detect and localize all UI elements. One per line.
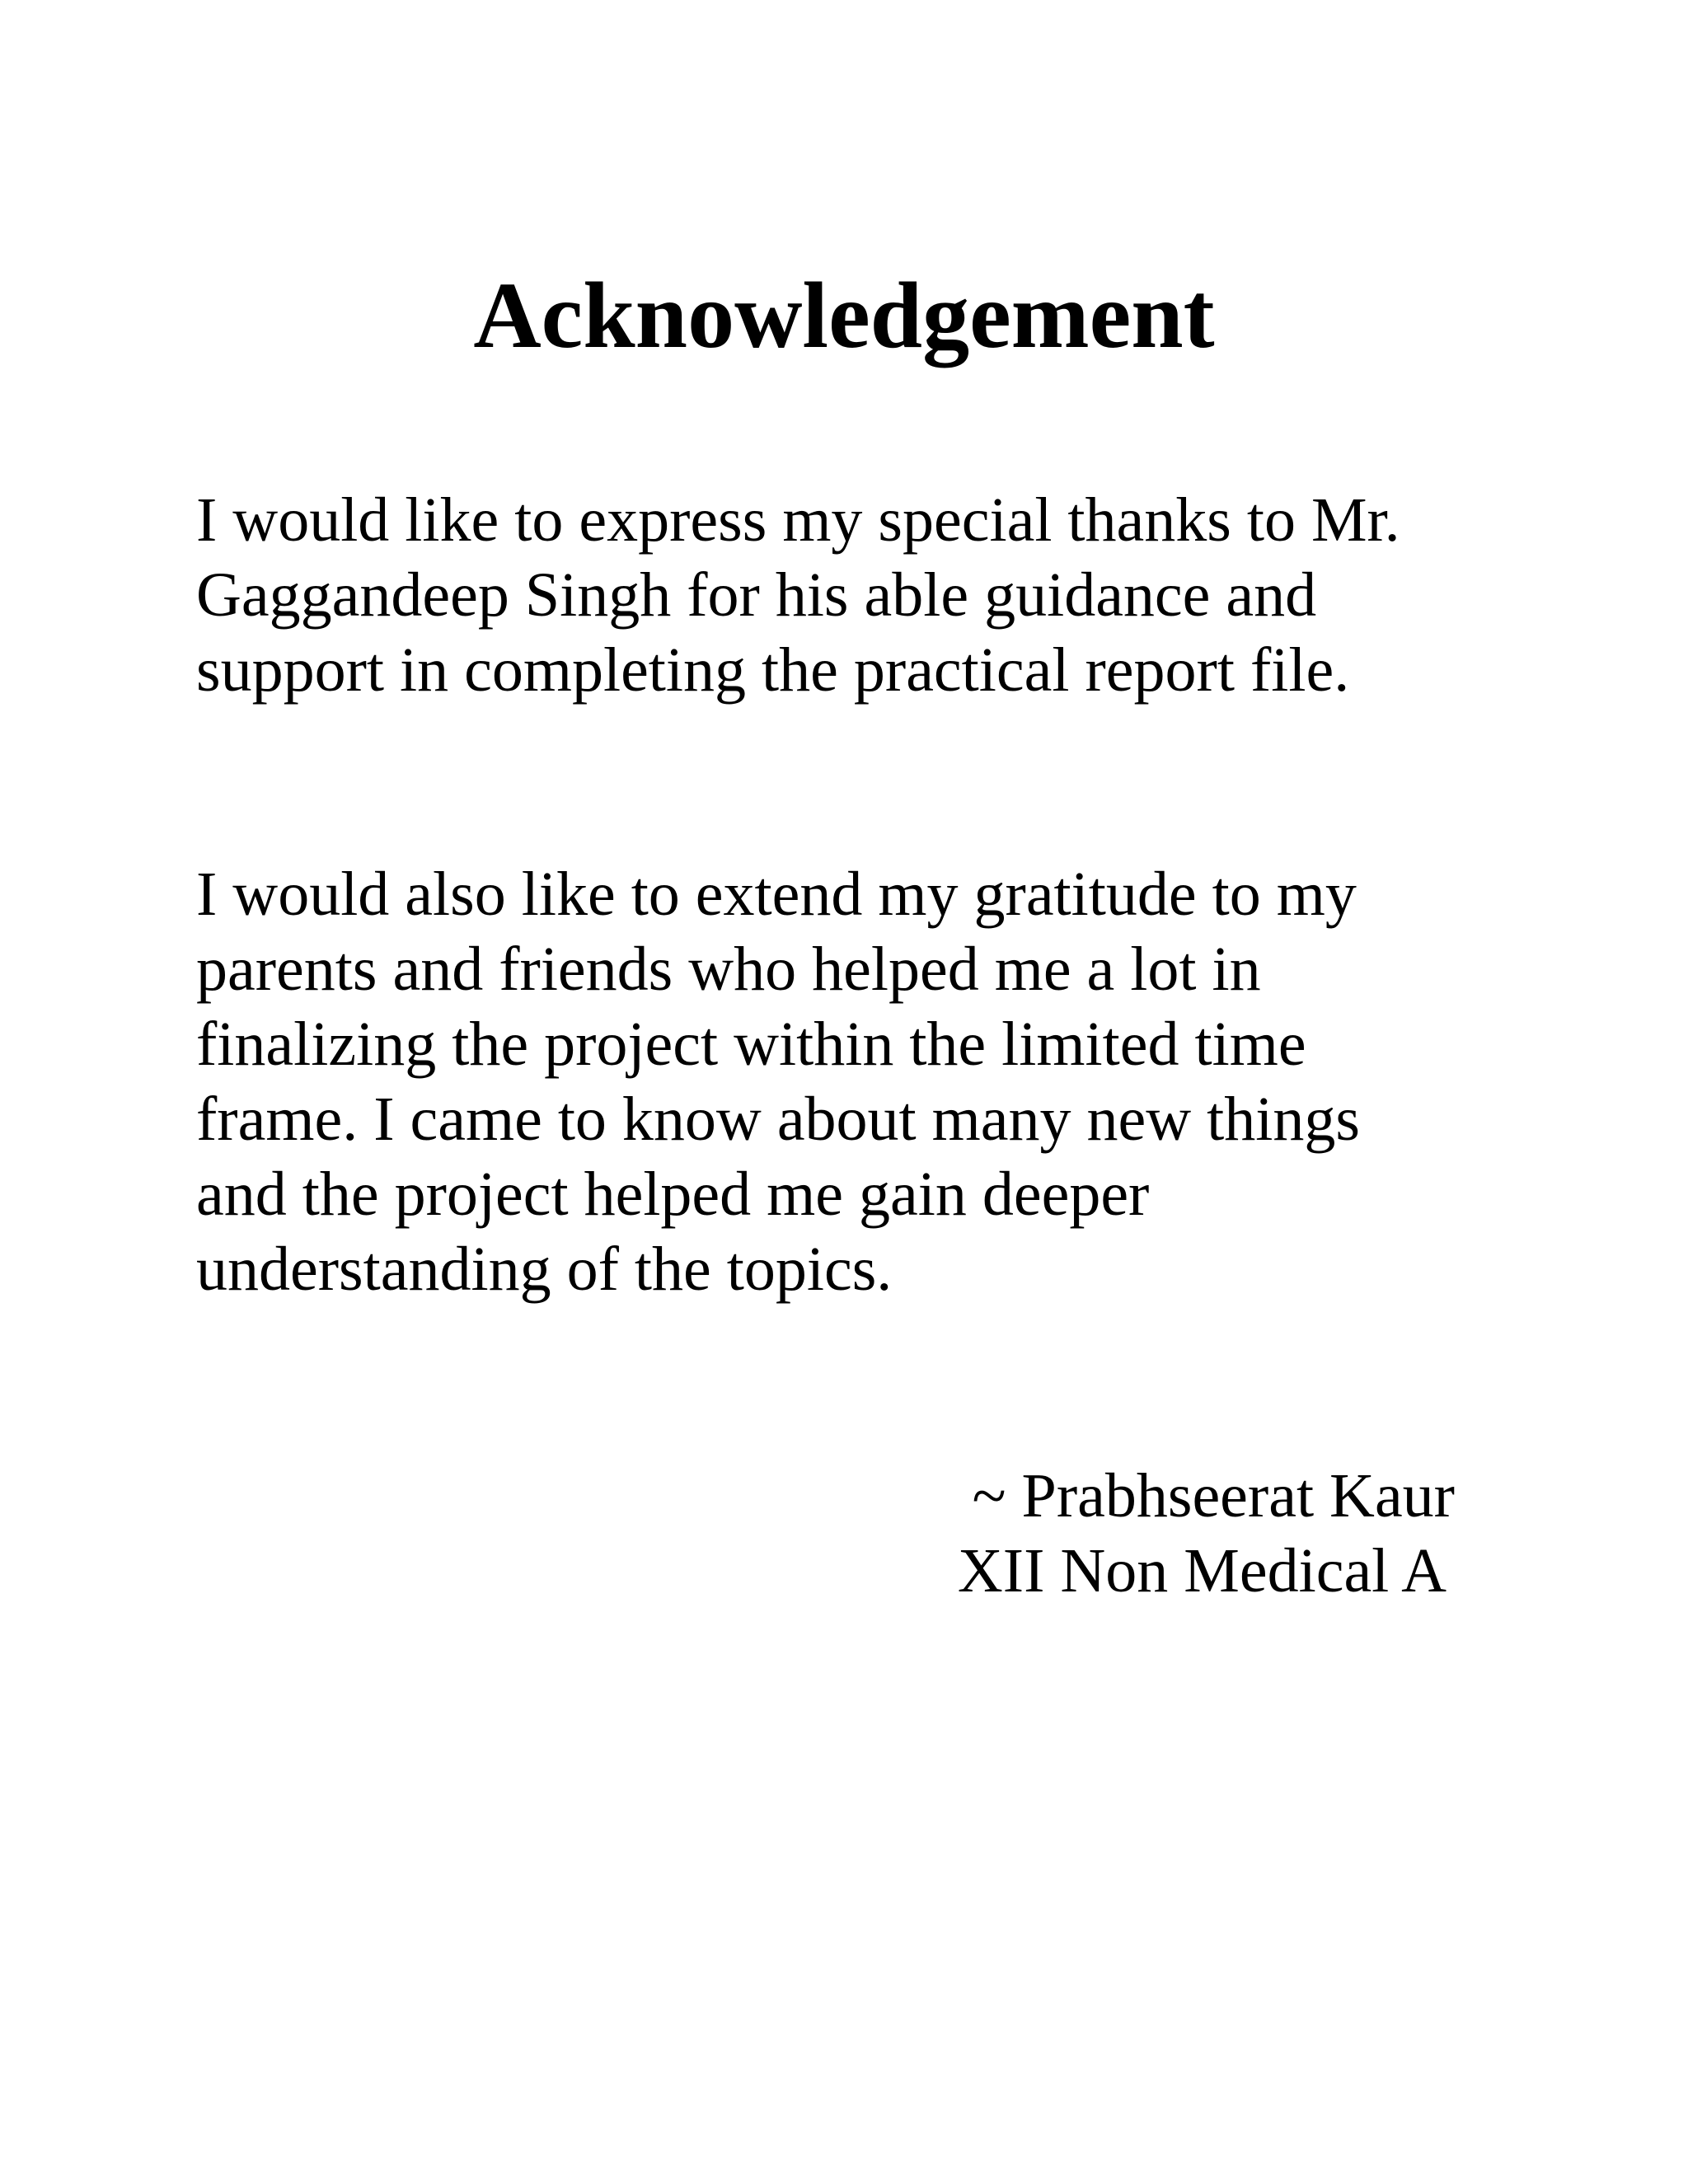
paragraph-line: finalizing the project within the limited time <box>196 1010 1306 1079</box>
paragraph-line: understanding of the topics. <box>196 1235 893 1304</box>
page-title: Acknowledgement <box>473 263 1215 368</box>
paragraph-line: Gaggandeep Singh for his able guidance and <box>196 560 1317 630</box>
acknowledgement-paragraph-1 <box>196 483 1548 708</box>
paragraph-line: frame. I came to know about many new things <box>196 1085 1360 1154</box>
signature-name: ~ Prabhseerat Kaur <box>972 1461 1455 1530</box>
paragraph-line: I would like to express my special thanks to Mr. <box>196 485 1400 555</box>
paragraph-line: and the project helped me gain deeper <box>196 1160 1150 1229</box>
signature-block <box>907 1459 1455 1609</box>
paragraph-line: support in completing the practical report file. <box>196 635 1350 705</box>
acknowledgement-paragraph-2 <box>196 857 1548 1307</box>
paragraph-line: I would also like to extend my gratitude to my <box>196 860 1357 929</box>
signature-class: XII Non Medical A <box>957 1536 1447 1605</box>
paragraph-line: parents and friends who helped me a lot in <box>196 935 1261 1004</box>
